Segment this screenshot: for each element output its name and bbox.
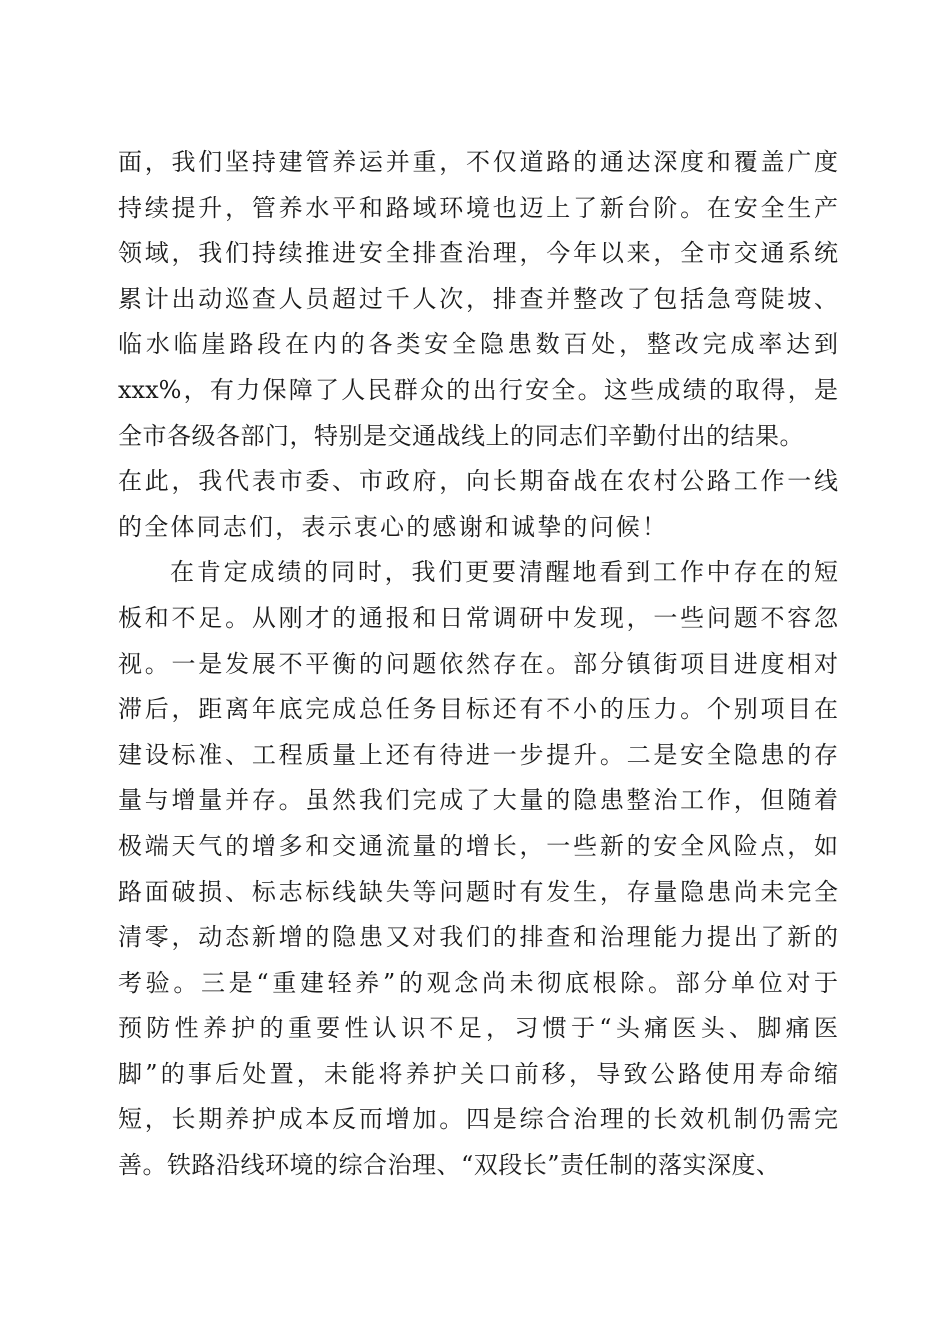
paragraph-2-line-9: 清零，动态新增的隐患又对我们的排查和治理能力提出了新的: [118, 923, 838, 952]
paragraph-1-line-7: 全市各级各部门，特别是交通战线上的同志们辛勤付出的结果。: [118, 421, 804, 450]
paragraph-2-line-2: 板和不足。从刚才的通报和日常调研中发现，一些问题不容忽: [118, 603, 838, 632]
paragraph-2-line-13: 短，长期养护成本反而增加。四是综合治理的长效机制仍需完: [118, 1105, 838, 1134]
document-body: [118, 140, 838, 1189]
paragraph-2-line-11: 预防性养护的重要性认识不足，习惯于“头痛医头、脚痛医: [118, 1014, 838, 1043]
paragraph-1-line-8: 在此，我代表市委、市政府，向长期奋战在农村公路工作一线: [118, 467, 838, 496]
paragraph-1-line-9: 的全体同志们，表示衷心的感谢和诚挚的问候！: [118, 512, 669, 541]
paragraph-2-line-1: 在肯定成绩的同时，我们更要清醒地看到工作中存在的短: [170, 558, 838, 587]
paragraph-1-line-4: 累计出动巡查人员超过千人次，排查并整改了包括急弯陡坡、: [118, 284, 838, 313]
paragraph-1-line-1: 面，我们坚持建管养运并重，不仅道路的通达深度和覆盖广度: [118, 148, 838, 176]
paragraph-2-line-8: 路面破损、标志标线缺失等问题时有发生，存量隐患尚未完全: [118, 877, 838, 906]
paragraph-2-line-12: 脚”的事后处置，未能将养护关口前移，导致公路使用寿命缩: [118, 1059, 838, 1088]
paragraph-2-line-7: 极端天气的增多和交通流量的增长，一些新的安全风险点，如: [118, 831, 838, 860]
paragraph-1-line-2: 持续提升，管养水平和路域环境也迈上了新台阶。在安全生产: [118, 193, 838, 222]
paragraph-2-line-5: 建设标准、工程质量上还有待进一步提升。二是安全隐患的存: [118, 740, 838, 769]
paragraph-2-line-4: 滞后，距离年底完成总任务目标还有不小的压力。个别项目在: [118, 695, 838, 724]
paragraph-1-line-5: 临水临崖路段在内的各类安全隐患数百处，整改完成率达到: [118, 330, 838, 359]
paragraph-2-line-3: 视。一是发展不平衡的问题依然存在。部分镇街项目进度相对: [118, 649, 838, 678]
paragraph-2-line-10: 考验。三是“重建轻养”的观念尚未彻底根除。部分单位对于: [118, 968, 838, 997]
paragraph-2-line-6: 量与增量并存。虽然我们完成了大量的隐患整治工作，但随着: [118, 786, 838, 815]
paragraph-2-line-14: 善。铁路沿线环境的综合治理、“双段长”责任制的落实深度、: [118, 1151, 781, 1180]
paragraph-1-line-6: xxx%，有力保障了人民群众的出行安全。这些成绩的取得，是: [118, 375, 838, 404]
paragraph-1-line-3: 领域，我们持续推进安全排查治理，今年以来，全市交通系统: [118, 239, 838, 268]
